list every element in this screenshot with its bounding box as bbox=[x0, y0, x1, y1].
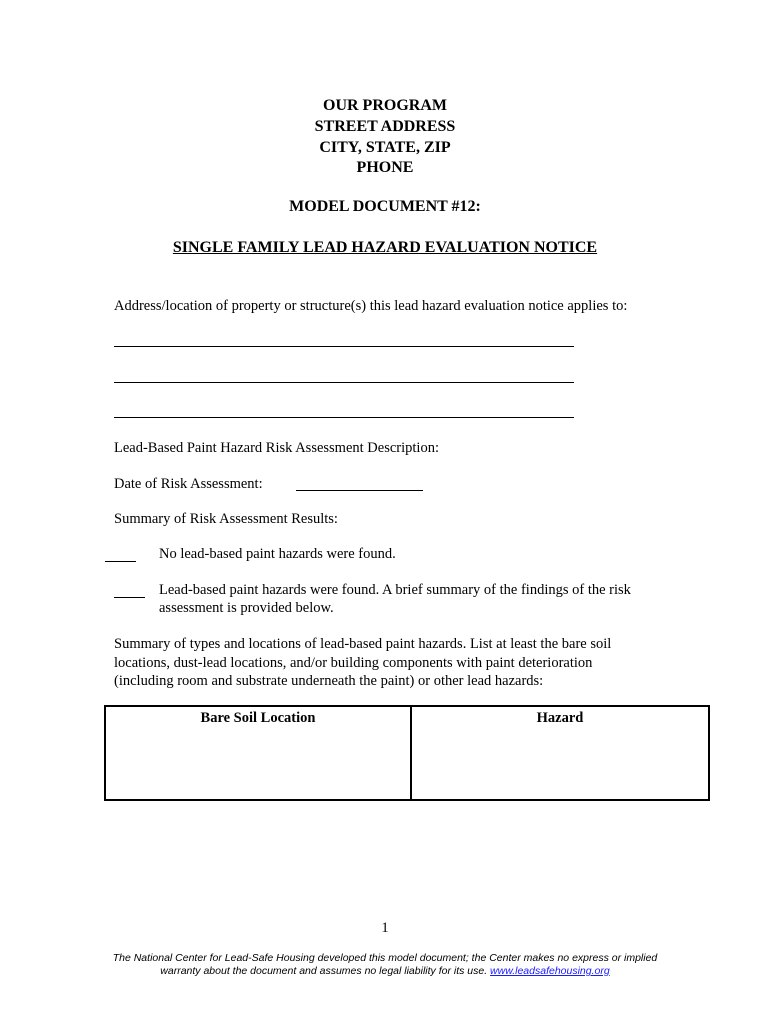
page-number: 1 bbox=[381, 920, 389, 936]
city-state-zip: CITY, STATE, ZIP bbox=[319, 139, 451, 156]
hazards-summary-line1: Summary of types and locations of lead-based paint hazards. List at least the bare soil bbox=[114, 636, 612, 652]
street-address: STREET ADDRESS bbox=[314, 118, 456, 135]
hazards-found-option-line1: Lead-based paint hazards were found. A brief summary of the findings of the risk bbox=[159, 582, 631, 598]
model-document-number: MODEL DOCUMENT #12: bbox=[289, 198, 481, 215]
program-name: OUR PROGRAM bbox=[323, 97, 447, 114]
document-title: SINGLE FAMILY LEAD HAZARD EVALUATION NOTICE bbox=[172, 239, 598, 256]
address-line-1[interactable] bbox=[114, 346, 574, 347]
hazards-summary-line3: (including room and substrate underneath the paint) or other lead hazards: bbox=[114, 673, 544, 689]
address-line-2[interactable] bbox=[114, 382, 574, 383]
address-prompt: Address/location of property or structure(s) this lead hazard evaluation notice applies to: bbox=[114, 298, 628, 314]
footer-disclaimer: warranty about the document and assumes no legal liability for its use. bbox=[160, 965, 488, 977]
hazard-header[interactable]: Hazard bbox=[411, 706, 709, 800]
risk-description-label: Lead-Based Paint Hazard Risk Assessment Description: bbox=[114, 440, 439, 456]
bare-soil-location-header[interactable]: Bare Soil Location bbox=[105, 706, 411, 800]
date-label: Date of Risk Assessment: bbox=[114, 476, 263, 492]
footer-line2 bbox=[0, 965, 770, 978]
footer-line1: The National Center for Lead-Safe Housing developed this model document; the Center makes no express or implied bbox=[112, 952, 658, 964]
hazards-found-option-line2: assessment is provided below. bbox=[159, 600, 334, 616]
no-hazards-option: No lead-based paint hazards were found. bbox=[159, 546, 396, 562]
date-field[interactable] bbox=[296, 490, 423, 491]
hazards-found-checkline[interactable] bbox=[114, 597, 145, 598]
hazard-table bbox=[104, 705, 710, 801]
phone: PHONE bbox=[356, 159, 414, 176]
hazards-summary-line2: locations, dust-lead locations, and/or building components with paint deterioration bbox=[114, 655, 593, 671]
summary-label: Summary of Risk Assessment Results: bbox=[114, 511, 338, 527]
website-link[interactable]: www.leadsafehousing.org bbox=[490, 965, 610, 977]
table-row bbox=[105, 706, 709, 800]
no-hazards-checkline[interactable] bbox=[105, 561, 136, 562]
address-line-3[interactable] bbox=[114, 417, 574, 418]
